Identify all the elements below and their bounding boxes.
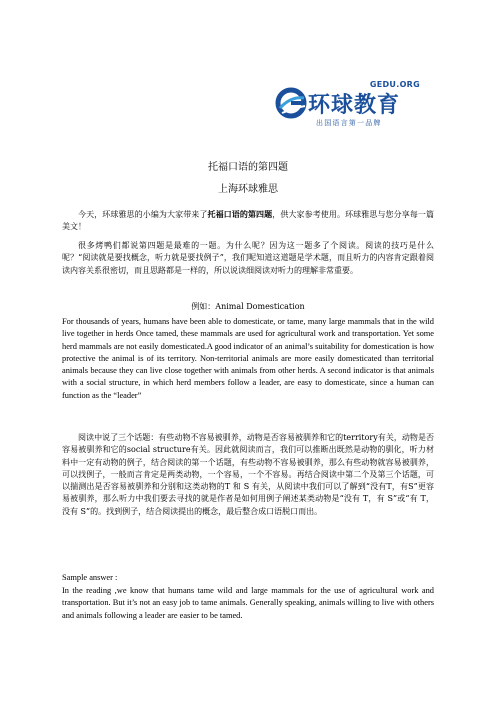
english-passage: For thousands of years, humans have been able to domesticate, or tame, many large mammals that in the wild live together in herds Once tamed, these mammals are used for agricultural work and transportation. Yet some herd mammals are not easily domesticated.A good indicator of an animal’s suitability for domestication is how protective the animal is of its territory. Non-territorial animals are more easily domesticated than territorial animals because they can live close together with animals from other herds. A second indicator is that animals with a social structure, in which herd members follow a leader, are easy to domesticate, since a human can function as the “leader” <box>62 317 434 400</box>
sample-answer-paragraph: In the reading ,we know that humans tame wild and large mammals for the use of agricultural work and transportation. But it’s not an easy job to tame animals. Generally speaking, animals willing to live with others and animals following a leader are easier to be tamed. <box>62 586 434 620</box>
sample-answer-label: Sample answer : <box>62 573 118 582</box>
logo-tagline: 出国语言第一品牌 <box>316 119 382 127</box>
intro-post: ，供大家参考使用。环球雅思与您分享每一篇美文！ <box>62 210 435 232</box>
gedu-logo <box>274 80 424 138</box>
intro-paragraph <box>62 208 434 234</box>
doc-subtitle: 上海环球雅思 <box>218 184 278 195</box>
doc-title: 托福口语的第四题 <box>208 162 288 173</box>
logo-url-text: GEDU.ORG <box>369 80 420 89</box>
intro-bold: 托福口语的第四题 <box>207 209 273 219</box>
analysis-paragraph: 阅读中说了三个话题：有些动物不容易被驯养，动物是否容易被驯养和它的territory有关，动物是否容易被驯养和它的social structure有关。因此就阅读而言，我们可以推断出既然是动物的驯化，听力材料中一定有动物的例子，结合阅读的第一个话题，有些动物不容易被驯养，那么有些动物就容易被驯养，可以找例子，一般而言肯定是两类动物，一个容易，一个不容易。再结合阅读中第二个及第三个话题，可以揣测出是否容易被驯养和分别和这类动物的T 和 S 有关，从阅读中我们可以了解到“没有T，有S”更容易被驯养，那么听力中我们要去寻找的就是作者是如何用例子阐述某类动物是“没有 T，有 S”或“有 T，没有 S”的。找到例子，结合阅读提出的概念，最后整合成口语脱口而出。 <box>62 433 434 516</box>
example-heading: 例如：Animal Domestication <box>191 302 305 311</box>
globe-swoosh-icon <box>274 86 308 120</box>
reading-tip-paragraph: 很多烤鸭们都说第四题是最难的一题。为什么呢？因为这一题多了个阅读。阅读的技巧是什么呢？“阅读就是要找概念，听力就是要找例子”，我们呢知道这道题是学术题，而且听力的内容肯定跟着阅读内容关系很密切，而且思路都是一样的，所以说读细阅读对听力的理解非常重要。 <box>62 241 434 275</box>
logo-name: 环球教育 <box>308 93 401 118</box>
intro-pre: 今天，环球雅思的小编为大家带来了 <box>78 210 208 219</box>
